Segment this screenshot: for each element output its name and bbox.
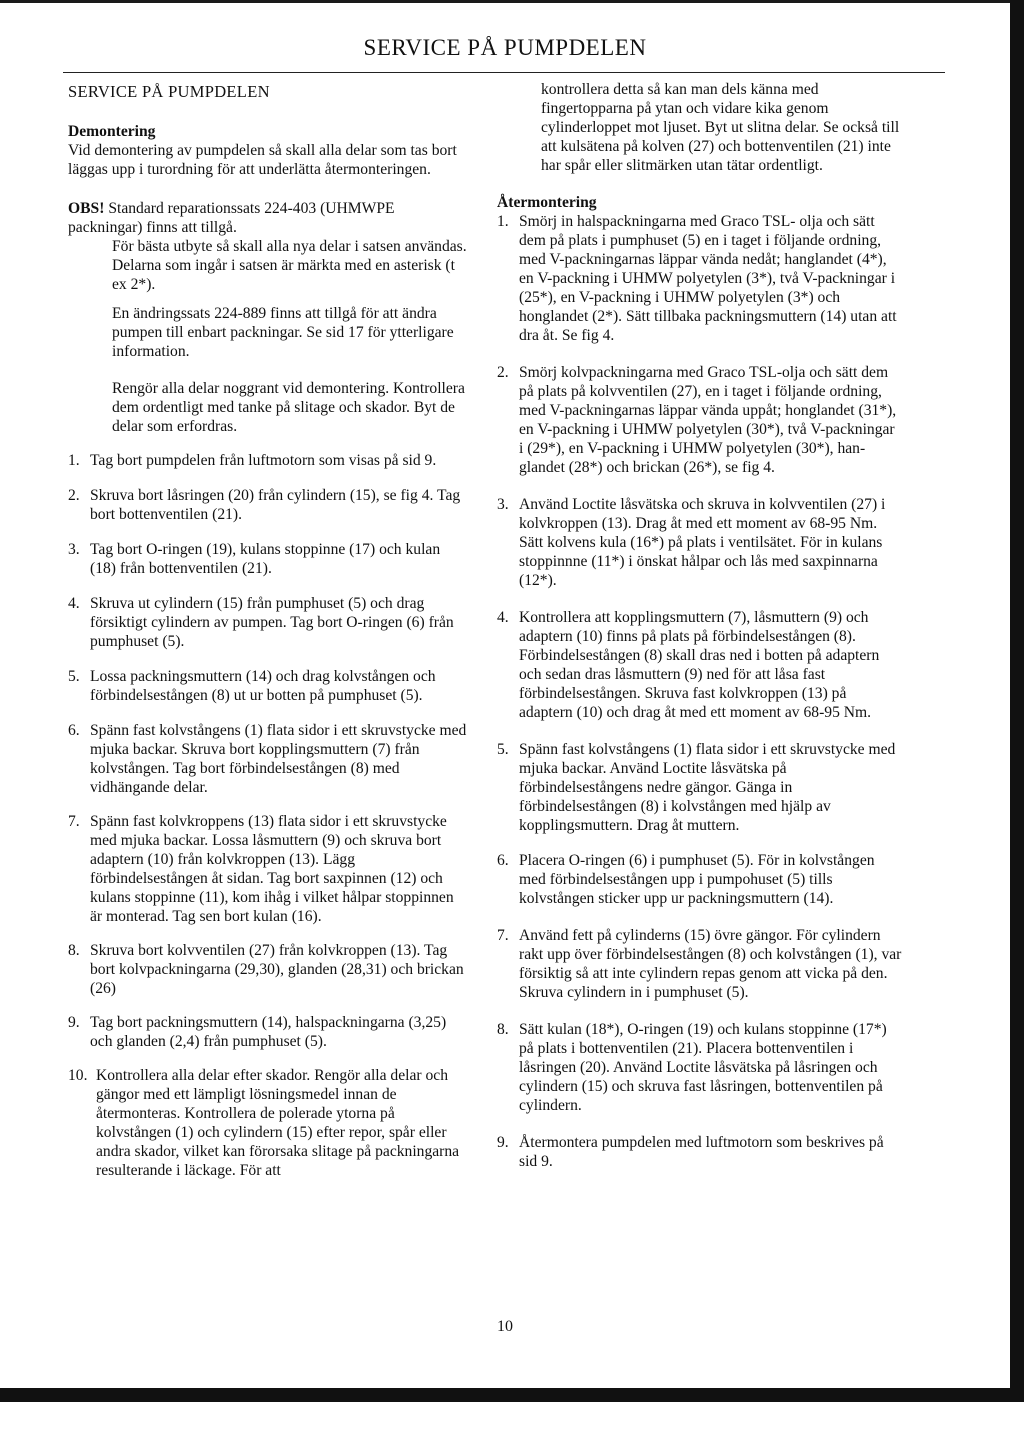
header-rule bbox=[63, 72, 945, 73]
step-item bbox=[68, 594, 468, 651]
continuation-paragraph: kontrollera detta så kan man dels känna med fingertopparna på ytan och vidare kika genom cylinderloppet mot ljuset. Byt ut slitna delar. Se också till att kulsätena på kolven (27) och bottenventilen (21) inte har spår eller slitmärken utan tätar ordentligt. bbox=[541, 81, 900, 174]
step-item bbox=[497, 608, 902, 722]
step-item bbox=[497, 1133, 902, 1171]
step-number: 2. bbox=[68, 487, 80, 504]
step-number: 7. bbox=[497, 927, 509, 944]
step-text: Tag bort pumpdelen från luftmotorn som visas på sid 9. bbox=[90, 452, 437, 469]
step-number: 10. bbox=[68, 1067, 88, 1084]
step-item bbox=[497, 740, 902, 835]
section-title: SERVICE PÅ PUMPDELEN bbox=[68, 82, 270, 101]
intro-paragraph: Vid demontering av pumpdelen så skall alla delar som tas bort läggas upp i turordning för att underlätta återmonteringen. bbox=[68, 142, 457, 178]
step-number: 1. bbox=[497, 213, 509, 230]
clean-paragraph: Rengör alla delar noggrant vid demontering. Kontrollera dem ordentligt med tanke på slitage och skador. Byt de delar som erfordras. bbox=[112, 380, 465, 435]
obs-text: Standard reparationssats 224-403 (UHMWPE packningar) finns att tillgå. bbox=[68, 200, 395, 236]
step-item bbox=[497, 926, 902, 1002]
step-item bbox=[68, 941, 468, 998]
step-item bbox=[68, 540, 468, 578]
step-number: 9. bbox=[68, 1014, 80, 1031]
step-text: Skruva bort kolvventilen (27) från kolvkroppen (13). Tag bort kolvpackningarna (29,30), glanden (28,31) och brickan (26) bbox=[90, 942, 464, 997]
step-text: Smörj in halspackningarna med Graco TSL- olja och sätt dem på plats i pumphuset (5) en i taget i följande ordning, med V-packningarnas läppar vända nedåt; hanglandet (4*), en V-packning i UHMW polyetylen (3*), två V-packningar i (25*), en V-packning i UHMW polyetylen (3*) och honglandet (2*). Sätt tillbaka packningsmuttern (14) utan att dra åt. Se fig 4. bbox=[519, 213, 897, 344]
step-number: 3. bbox=[497, 496, 509, 513]
step-item bbox=[497, 363, 902, 477]
step-number: 5. bbox=[68, 668, 80, 685]
left-column bbox=[68, 80, 468, 1180]
step-number: 6. bbox=[68, 722, 80, 739]
step-item bbox=[68, 451, 468, 470]
obs-label: OBS! bbox=[68, 200, 105, 217]
step-item bbox=[497, 851, 902, 908]
step-number: 4. bbox=[68, 595, 80, 612]
step-text: Lossa packningsmuttern (14) och drag kolvstången och förbindelsestången (8) ut ur botten på pumphuset (5). bbox=[90, 668, 436, 704]
obs-text-3: En ändringssats 224-889 finns att tillgå för att ändra pumpen till enbart packningar. Se sid 17 för ytterligare information. bbox=[112, 305, 454, 360]
page-number: 10 bbox=[497, 1318, 513, 1335]
step-text: Smörj kolvpackningarna med Graco TSL-olja och sätt dem på plats på kolvventilen (27), en i taget i följande ordning, med V-packningarnas läppar vända uppåt; honglandet (31*), en V-packning i UHMW polyetylen (30*), två V-packningar i (29*), en V-packning i UHMW polyetylen (30*), han- glandet (28*) och brickan (26*), se fig 4. bbox=[519, 364, 897, 476]
right-column bbox=[497, 80, 902, 1171]
step-text: Placera O-ringen (6) i pumphuset (5). För in kolvstången med förbindelsestången upp i pumpohuset (5) tills kolvstången sticker upp ur packningsmuttern (14). bbox=[519, 852, 875, 907]
step-text: Spänn fast kolvkroppens (13) flata sidor i ett skruvstycke med mjuka backar. Lossa låsmuttern (9) och skruva bort adaptern (10) från kolvkroppen (13). Lägg förbindelsestången åt sidan. Tag bort saxpinnen (12) och kulans stoppinne (11), kom ihåg i vilket hålpar stoppinnen är monterad. Tag sen bort kulan (16). bbox=[90, 813, 454, 925]
step-item bbox=[68, 1013, 468, 1051]
obs-text-2: För bästa utbyte så skall alla nya delar i satsen användas. Delarna som ingår i satsen är märkta med en asterisk (t ex 2*). bbox=[112, 238, 467, 293]
step-item bbox=[68, 721, 468, 797]
step-text: Använd fett på cylinderns (15) övre gängor. För cylindern rakt upp över förbindelsestången (8) och kolvstången (1), var försiktig så att inte cylindern repas genom att vicka på den. Skruva cylindern in i pumphuset (5). bbox=[519, 927, 902, 1001]
step-text: Tag bort packningsmuttern (14), halspackningarna (3,25) och glanden (2,4) från pumphuset (5). bbox=[90, 1014, 447, 1050]
page-title: SERVICE PÅ PUMPDELEN bbox=[363, 35, 647, 60]
step-text: Kontrollera att kopplingsmuttern (7), låsmuttern (9) och adaptern (10) finns på plats på förbindelsestången (8). Förbindelsestången (8) skall dras ned i botten på adaptern och sedan dras låsmuttern (9) ned för att låsa fast förbindelsestången. Skruva fast kolvkroppen (13) på adaptern (10) och drag åt med ett moment av 68-95 Nm. bbox=[519, 609, 880, 721]
page-border-right bbox=[1010, 0, 1024, 1402]
step-text: Skruva bort låsringen (20) från cylindern (15), se fig 4. Tag bort bottenventilen (21). bbox=[90, 487, 461, 523]
step-number: 5. bbox=[497, 741, 509, 758]
step-item bbox=[497, 495, 902, 590]
step-text: Sätt kulan (18*), O-ringen (19) och kulans stoppinne (17*) på plats i bottenventilen (21). Placera bottenventilen i låsringen (20). Använd Loctite låsvätska på låsringen och cylindern (15) och skruva fast låsringen, bottenventilen på cylindern. bbox=[519, 1021, 887, 1114]
step-text: Spänn fast kolvstångens (1) flata sidor i ett skruvstycke med mjuka backar. Skruva bort kopplingsmuttern (7) från kolvstången. Tag bort förbindelsestången (8) med vidhängande delar. bbox=[90, 722, 467, 796]
subsection-demontering: Demontering bbox=[68, 123, 156, 140]
step-item bbox=[497, 212, 902, 345]
step-item bbox=[497, 1020, 902, 1115]
step-number: 1. bbox=[68, 452, 80, 469]
step-item bbox=[68, 1066, 468, 1180]
step-number: 3. bbox=[68, 541, 80, 558]
step-text: Spänn fast kolvstångens (1) flata sidor i ett skruvstycke med mjuka backar. Använd Loctite låsvätska på förbindelsestångens nedre gängor. Gänga in förbindelsestången (8) i kolvstången med hjälp av kopplingsmuttern. Drag åt muttern. bbox=[519, 741, 896, 834]
step-item bbox=[68, 486, 468, 524]
step-number: 4. bbox=[497, 609, 509, 626]
step-number: 8. bbox=[68, 942, 80, 959]
step-number: 2. bbox=[497, 364, 509, 381]
step-item bbox=[68, 667, 468, 705]
step-number: 7. bbox=[68, 813, 80, 830]
step-text: Återmontera pumpdelen med luftmotorn som beskrives på sid 9. bbox=[519, 1134, 884, 1170]
subsection-atermontering: Återmontering bbox=[497, 194, 597, 211]
step-text: Skruva ut cylindern (15) från pumphuset (5) och drag försiktigt cylindern av pumpen. Tag bort O-ringen (6) från pumphuset (5). bbox=[90, 595, 454, 650]
step-text: Tag bort O-ringen (19), kulans stoppinne (17) och kulan (18) från bottenventilen (21). bbox=[90, 541, 441, 577]
step-item bbox=[68, 812, 468, 926]
disassembly-steps bbox=[68, 451, 468, 1180]
step-number: 8. bbox=[497, 1021, 509, 1038]
step-number: 6. bbox=[497, 852, 509, 869]
obs-paragraph bbox=[68, 199, 468, 237]
step-number: 9. bbox=[497, 1134, 509, 1151]
page-border-bottom bbox=[0, 1388, 1024, 1402]
assembly-steps bbox=[497, 212, 902, 1171]
page-border-top bbox=[0, 0, 1024, 3]
step-text: Kontrollera alla delar efter skador. Rengör alla delar och gängor med ett lämpligt lösningsmedel innan de återmonteras. Kontrollera de polerade ytorna på kolvstången (1) och cylindern (15) efter repor, spår eller andra skador, vilket kan förorsaka slitage på packningarna resulterande i läckage. För att bbox=[96, 1067, 460, 1179]
step-text: Använd Loctite låsvätska och skruva in kolvventilen (27) i kolvkroppen (13). Drag åt med ett moment av 68-95 Nm. Sätt kolvens kula (16*) på plats i ventilsätet. För in kulans stoppinnne (11*) i önskat hålpar och lås med saxpinnarna (12*). bbox=[519, 496, 886, 589]
